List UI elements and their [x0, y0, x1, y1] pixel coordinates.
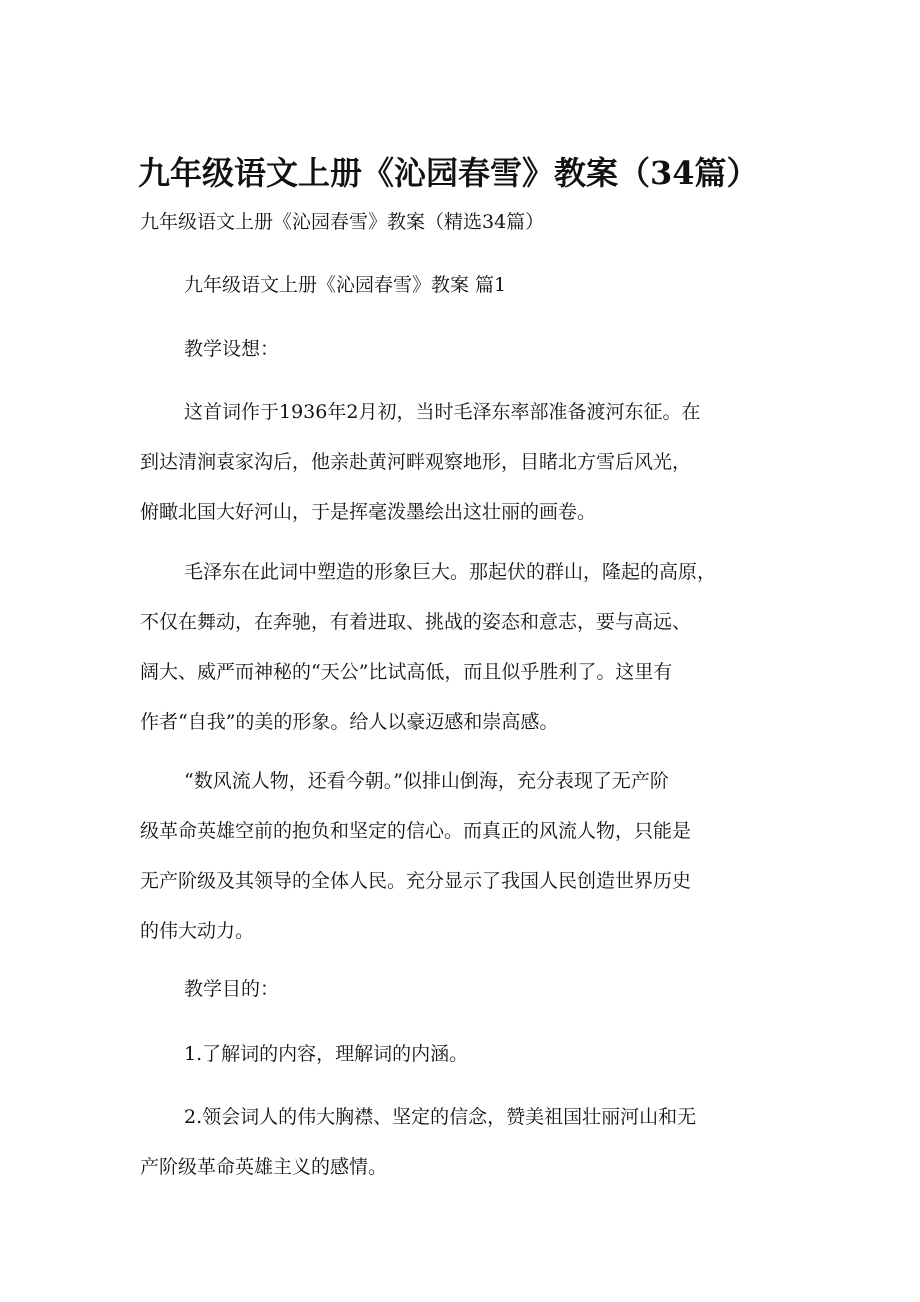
- paragraph-line: 毛泽东在此词中塑造的形象巨大。那起伏的群山，隆起的高原，: [184, 561, 717, 583]
- paragraph-line: 到达清涧袁家沟后，他亲赴黄河畔观察地形，目睹北方雪后风光，: [140, 451, 692, 473]
- document-title: 九年级语文上册《沁园春雪》教案（34篇）: [138, 154, 759, 192]
- goal-item-1: [140, 1035, 800, 1073]
- design-heading-text: 教学设想：: [184, 338, 280, 360]
- paragraph-line: 这首词作于1936年2月初，当时毛泽东率部准备渡河东征。在: [184, 401, 701, 423]
- design-heading: [140, 330, 800, 368]
- paragraph-line: 的伟大动力。: [140, 920, 255, 942]
- paragraph-2: [140, 553, 800, 741]
- goal-heading: [140, 970, 800, 1008]
- paragraph-line: 俯瞰北国大好河山，于是挥毫泼墨绘出这壮丽的画卷。: [140, 501, 597, 523]
- document-subtitle: 九年级语文上册《沁园春雪》教案（精选34篇）: [140, 211, 545, 233]
- paragraph-line: “数风流人物，还看今朝。”似排山倒海，充分表现了无产阶: [184, 770, 669, 792]
- section-heading-text: 九年级语文上册《沁园春雪》教案 篇1: [184, 274, 507, 296]
- paragraph-3: [140, 762, 800, 950]
- goal-heading-text: 教学目的：: [184, 978, 280, 1000]
- paragraph-line: 级革命英雄空前的抱负和坚定的信心。而真正的风流人物，只能是: [140, 820, 692, 842]
- paragraph-line: 阔大、威严而神秘的“天公”比试高低，而且似乎胜利了。这里有: [140, 661, 673, 683]
- paragraph-line: 无产阶级及其领导的全体人民。充分显示了我国人民创造世界历史: [140, 870, 692, 892]
- section-heading: [140, 266, 800, 304]
- goal-item-text: 1.了解词的内容，理解词的内涵。: [184, 1043, 469, 1065]
- paragraph-line: 作者“自我”的美的形象。给人以豪迈感和崇高感。: [140, 711, 559, 733]
- goal-item-2: [140, 1098, 800, 1186]
- goal-item-text: 产阶级革命英雄主义的感情。: [140, 1156, 388, 1178]
- paragraph-1: [140, 393, 800, 531]
- goal-item-text: 2.领会词人的伟大胸襟、坚定的信念，赞美祖国壮丽河山和无: [184, 1106, 697, 1128]
- paragraph-line: 不仅在舞动，在奔驰，有着进取、挑战的姿态和意志，要与高远、: [140, 611, 692, 633]
